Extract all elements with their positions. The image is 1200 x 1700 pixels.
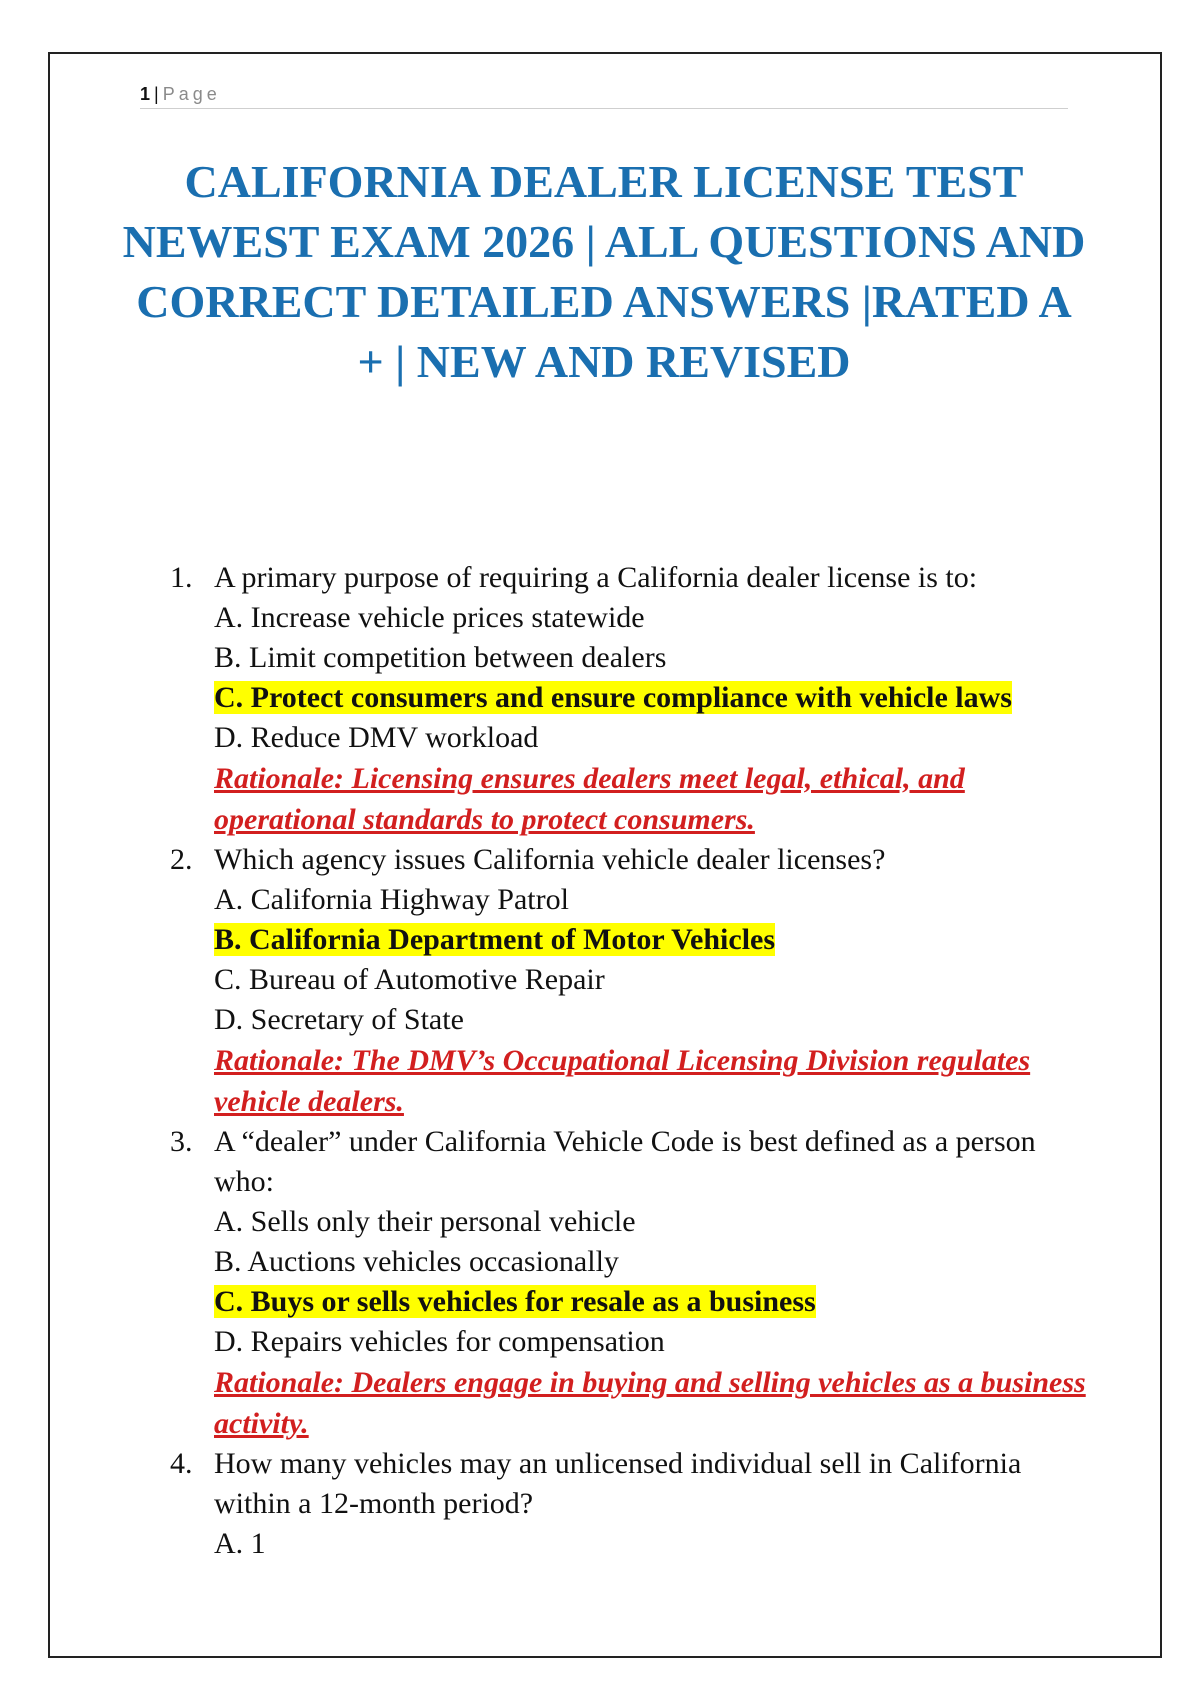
document-title: CALIFORNIA DEALER LICENSE TEST NEWEST EXAM 2026 | ALL QUESTIONS AND CORRECT DETAILED ANSWERS |RATED A + | NEW AND REVISED <box>122 156 1086 387</box>
question-1 <box>170 558 1090 840</box>
question-text: Which agency issues California vehicle dealer licenses? <box>214 843 886 876</box>
question-text: How many vehicles may an unlicensed individual sell in California within a 12-month period? <box>214 1447 1022 1520</box>
question-2 <box>170 840 1090 1122</box>
correct-answer-option <box>170 678 1090 718</box>
question-number: 4. <box>170 1447 193 1480</box>
answer-option: A. Sells only their personal vehicle <box>214 1205 636 1238</box>
question-stem <box>170 1444 1090 1524</box>
answer-option: A. California Highway Patrol <box>214 883 569 916</box>
question-text: A “dealer” under California Vehicle Code is best defined as a person who: <box>214 1125 1036 1198</box>
correct-answer-highlight: B. California Department of Motor Vehicles <box>214 923 776 956</box>
answer-option: A. 1 <box>214 1527 266 1560</box>
page-header <box>140 80 1068 109</box>
page-label: Page <box>162 84 221 104</box>
answer-option: D. Repairs vehicles for compensation <box>214 1325 665 1358</box>
question-text: A primary purpose of requiring a California dealer license is to: <box>214 561 978 594</box>
answer-option: D. Reduce DMV workload <box>214 721 539 754</box>
question-4 <box>170 1444 1090 1564</box>
question-list <box>170 558 1090 1564</box>
page-number: 1 <box>140 84 151 104</box>
question-3 <box>170 1122 1090 1444</box>
correct-answer-option <box>170 920 1090 960</box>
correct-answer-highlight: C. Buys or sells vehicles for resale as a business <box>214 1285 816 1318</box>
answer-option: A. Increase vehicle prices statewide <box>214 601 645 634</box>
answer-option: B. Limit competition between dealers <box>214 641 667 674</box>
question-number: 3. <box>170 1125 193 1158</box>
question-number: 2. <box>170 843 193 876</box>
correct-answer-highlight: C. Protect consumers and ensure compliance with vehicle laws <box>214 681 1012 714</box>
rationale-text: Rationale: The DMV’s Occupational Licensing Division regulates vehicle dealers. <box>214 1044 1031 1118</box>
page-separator: | <box>154 84 159 104</box>
question-stem <box>170 840 1090 880</box>
answer-option: B. Auctions vehicles occasionally <box>214 1245 619 1278</box>
question-stem <box>170 558 1090 598</box>
correct-answer-option <box>170 1282 1090 1322</box>
question-number: 1. <box>170 561 193 594</box>
answer-option: C. Bureau of Automotive Repair <box>214 963 605 996</box>
question-stem <box>170 1122 1090 1202</box>
rationale-text: Rationale: Dealers engage in buying and selling vehicles as a business activity. <box>214 1366 1086 1440</box>
answer-option: D. Secretary of State <box>214 1003 464 1036</box>
rationale-text: Rationale: Licensing ensures dealers meet legal, ethical, and operational standards to protect consumers. <box>214 762 965 836</box>
